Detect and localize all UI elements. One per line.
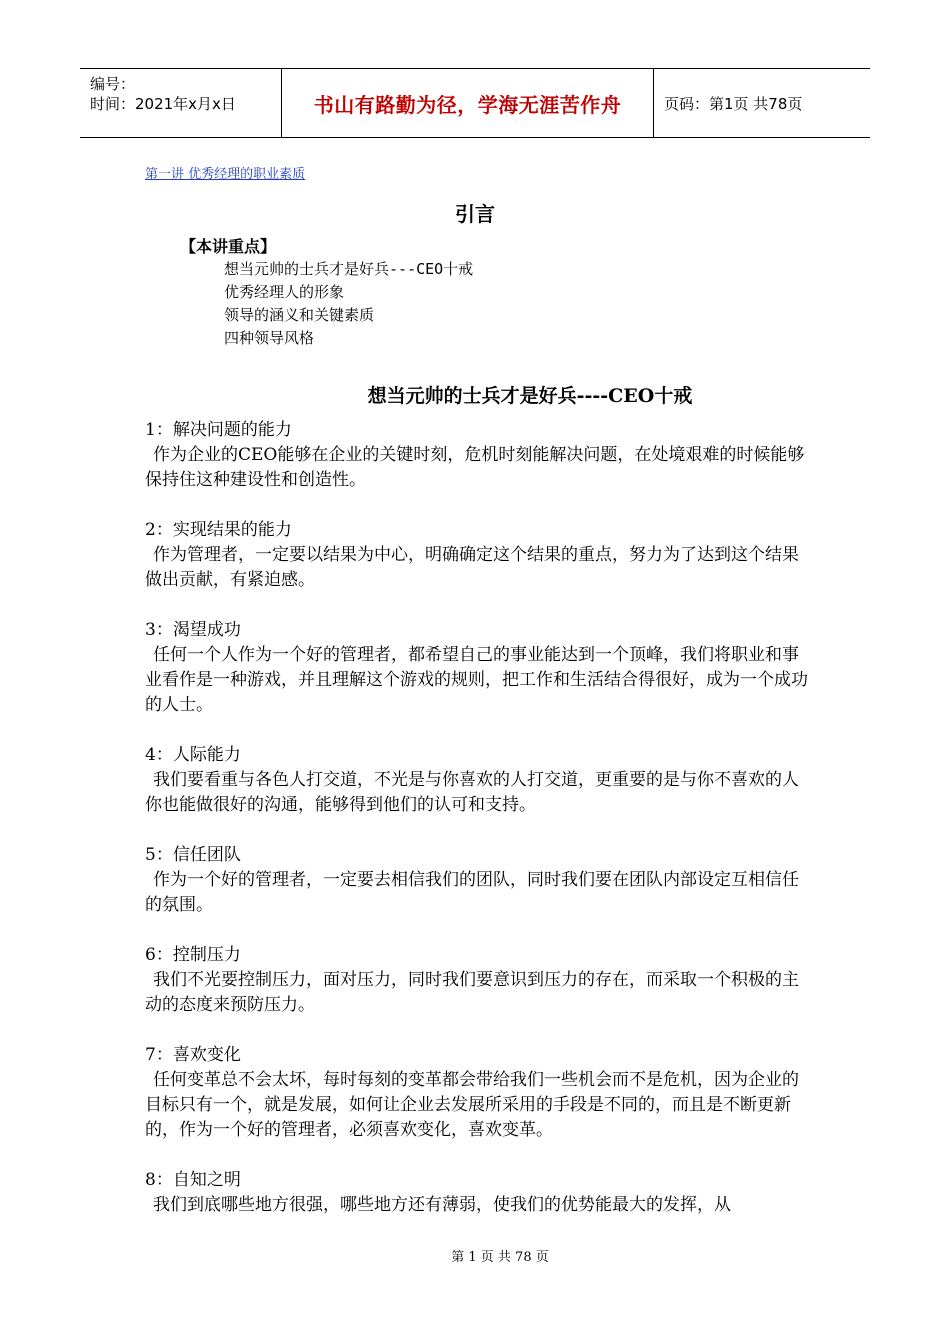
page-title: 引言 <box>455 202 495 226</box>
rule-item <box>145 943 810 1018</box>
chapter-link[interactable]: 第一讲 优秀经理的职业素质 <box>145 167 306 182</box>
rule-body: 任何变革总不会太坏，每时每刻的变革都会带给我们一些机会而不是危机，因为企业的目标只有一个，就是发展，如何让企业去发展所采用的手段是不同的，而且是不断更新的，作为一个好的管理者，必须喜欢变化，喜欢变革。 <box>145 1070 799 1140</box>
rule-body: 任何一个人作为一个好的管理者，都希望自己的事业能达到一个顶峰，我们将职业和事业看作是一种游戏，并且理解这个游戏的规则，把工作和生活结合得很好，成为一个成功的人士。 <box>145 645 808 715</box>
page-footer: 第 1 页 共 78 页 <box>451 1250 549 1265</box>
rule-body: 我们要看重与各色人打交道，不光是与你喜欢的人打交道，更重要的是与你不喜欢的人你也能做很好的沟通，能够得到他们的认可和支持。 <box>145 770 799 815</box>
rule-heading: 5：信任团队 <box>145 845 241 865</box>
rule-item <box>145 1168 810 1218</box>
header-motto-cell <box>282 69 654 137</box>
rule-heading: 3：渴望成功 <box>145 620 241 640</box>
page-number-label: 页码：第1页 共78页 <box>664 94 803 113</box>
key-point-item: 优秀经理人的形象 <box>224 283 345 301</box>
key-points-list <box>224 258 473 350</box>
rule-body: 作为企业的CEO能够在企业的关键时刻，危机时刻能解决问题，在处境艰难的时候能够保持住这种建设性和创造性。 <box>145 445 805 490</box>
rule-body: 我们到底哪些地方很强，哪些地方还有薄弱，使我们的优势能最大的发挥，从 <box>153 1195 731 1215</box>
motto: 书山有路勤为径，学海无涯苦作舟 <box>313 92 622 117</box>
key-point-item: 四种领导风格 <box>224 329 315 347</box>
ceo-rules-list <box>145 418 810 1243</box>
rule-item <box>145 743 810 818</box>
rule-body: 作为管理者，一定要以结果为中心，明确确定这个结果的重点，努力为了达到这个结果做出贡献，有紧迫感。 <box>145 545 799 590</box>
key-points-heading: 【本讲重点】 <box>180 237 277 256</box>
rule-item <box>145 1043 810 1143</box>
rule-heading: 1：解决问题的能力 <box>145 420 292 440</box>
section-title: 想当元帅的士兵才是好兵----CEO十戒 <box>367 385 693 407</box>
rule-item <box>145 618 810 718</box>
number-label: 编号： <box>90 75 136 93</box>
rule-heading: 6：控制压力 <box>145 945 241 965</box>
header-meta-cell <box>80 69 282 137</box>
rule-body: 作为一个好的管理者，一定要去相信我们的团队，同时我们要在团队内部设定互相信任的氛围。 <box>145 870 799 915</box>
rule-body: 我们不光要控制压力，面对压力，同时我们要意识到压力的存在，而采取一个积极的主动的态度来预防压力。 <box>145 970 799 1015</box>
rule-item <box>145 843 810 918</box>
key-point-item: 领导的涵义和关键素质 <box>224 306 375 324</box>
time-label: 时间：2021年x月x日 <box>90 95 236 113</box>
rule-heading: 2：实现结果的能力 <box>145 520 292 540</box>
rule-heading: 4：人际能力 <box>145 745 241 765</box>
page-header <box>80 68 870 138</box>
rule-heading: 8：自知之明 <box>145 1170 241 1190</box>
key-point-item: 想当元帅的士兵才是好兵---CEO十戒 <box>224 260 474 278</box>
rule-heading: 7：喜欢变化 <box>145 1045 241 1065</box>
rule-item <box>145 518 810 593</box>
rule-item <box>145 418 810 493</box>
header-page-cell <box>654 69 870 137</box>
